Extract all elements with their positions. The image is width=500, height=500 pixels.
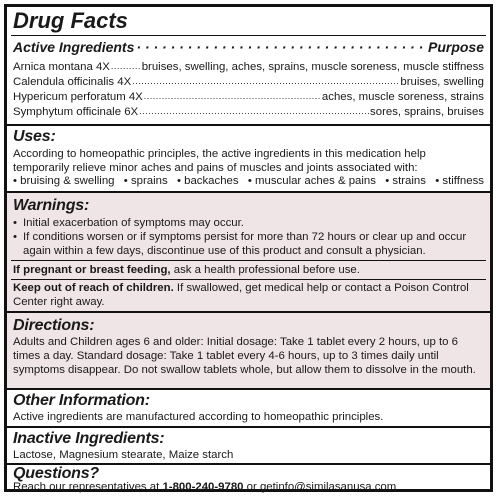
directions-text: Adults and Children ages 6 and older: Initial dosage: Take 1 tablet every 2 hours, up to 6 times a day. Standard dosage: Take 1 tablet every 4-6 hours, up to 3 times daily until symptoms disappear. Do not swallow tablets whole, but allow them to dissolve in the mouth. [13, 336, 476, 376]
uses-text: According to homeopathic principles, the active ingredients in this medication help temporarily relieve minor aches and pains of muscles and joints associated with: [13, 148, 426, 174]
questions-text: Reach our representatives at 1-800-240-9780 or getinfo@similasanusa.com [13, 481, 397, 493]
directions-section [7, 313, 490, 390]
phone-number: 1-800-240-9780 [162, 481, 244, 493]
active-ingredients-heading: Active Ingredients [13, 39, 135, 55]
questions-heading: Questions? [13, 465, 100, 482]
uses-item: • backaches [176, 175, 239, 187]
ingredient-name: Arnica montana 4X [13, 61, 110, 73]
uses-list [13, 175, 484, 187]
header-leader [134, 39, 428, 55]
inactive-text: Lactose, Magnesium stearate, Maize starch [13, 449, 234, 461]
reach-warning: Keep out of reach of children. If swallowed, get medical help or contact a Poison Control Center right away. [13, 282, 469, 308]
ingredient-name: Calendula officinalis 4X [13, 76, 132, 88]
ingredient-row [13, 61, 484, 74]
ingredient-purpose: aches, muscle soreness, strains [321, 91, 484, 103]
uses-item: • bruising & swelling [13, 175, 115, 187]
other-info-text: Active ingredients are manufactured according to homeopathic principles. [13, 411, 384, 423]
warning-item: • Initial exacerbation of symptoms may occur. [13, 216, 484, 230]
uses-section [7, 126, 490, 193]
uses-item: • stiffness [435, 175, 484, 187]
active-header-row [13, 39, 484, 55]
drug-facts-title: Drug Facts [13, 8, 128, 33]
other-info-heading: Other Information: [13, 392, 150, 409]
active-ingredients-section [7, 7, 490, 126]
drug-facts-panel [4, 4, 493, 492]
other-info-section [7, 390, 490, 428]
uses-item: • strains [385, 175, 426, 187]
reach-rule [11, 279, 486, 280]
uses-item: • sprains [123, 175, 168, 187]
directions-heading: Directions: [13, 317, 95, 334]
warnings-section [7, 193, 490, 313]
uses-heading: Uses: [13, 128, 56, 145]
warnings-heading: Warnings: [13, 197, 90, 214]
pregnant-warning: If pregnant or breast feeding, ask a health professional before use. [13, 264, 360, 276]
ingredient-row [13, 106, 484, 119]
questions-section [7, 465, 490, 492]
ingredient-row [13, 76, 484, 89]
inactive-heading: Inactive Ingredients: [13, 430, 165, 447]
purpose-heading: Purpose [427, 39, 484, 55]
ingredient-name: Hypericum perforatum 4X [13, 91, 143, 103]
ingredient-purpose: bruises, swelling, aches, sprains, muscle soreness, muscle stiffness [141, 61, 484, 73]
title-rule [11, 35, 486, 36]
warnings-list [13, 216, 484, 258]
ingredient-name: Symphytum officinale 6X [13, 106, 139, 118]
warnings-rule [11, 260, 486, 261]
uses-item: • muscular aches & pains [247, 175, 376, 187]
warning-item: • If conditions worsen or if symptoms persist for more than 72 hours or clear up and occur again within a few days, discontinue use of this product and consult a physician. [13, 230, 484, 258]
ingredient-purpose: bruises, swelling [400, 76, 484, 88]
ingredient-row [13, 91, 484, 104]
inactive-section [7, 428, 490, 465]
ingredient-purpose: sores, sprains, bruises [370, 106, 484, 118]
